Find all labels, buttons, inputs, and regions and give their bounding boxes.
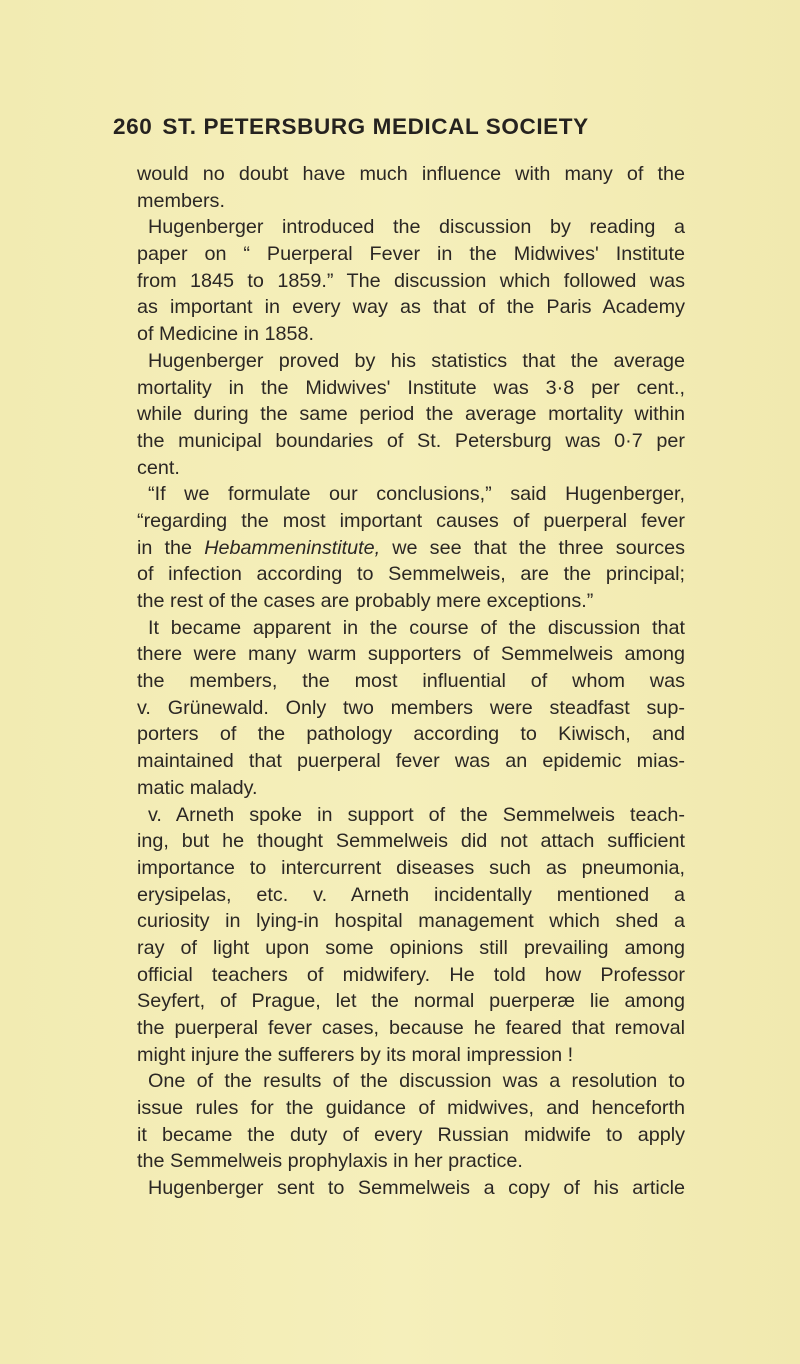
text-line: One of the results of the discussion was a resolution to	[148, 1070, 685, 1093]
text-line: importance to intercurrent diseases such as pneumonia,	[137, 856, 685, 879]
text-line: issue rules for the guidance of midwives, and henceforth	[137, 1097, 685, 1120]
text-line: “If we formulate our conclusions,” said Hugenberger,	[148, 483, 685, 506]
text-line: would no doubt have much influence with many of the	[137, 163, 685, 185]
text-run: in the	[137, 536, 205, 559]
text-line: matic malady.	[137, 776, 258, 799]
text-line: v. Grünewald. Only two members were steadfast sup-	[137, 696, 685, 719]
text-line: v. Arneth spoke in support of the Semmelweis teach-	[148, 803, 685, 826]
text-line: Hugenberger sent to Semmelweis a copy of his article	[148, 1177, 685, 1200]
text-line: it became the duty of every Russian midwife to apply	[137, 1123, 685, 1146]
page-number: 260	[113, 114, 153, 139]
text-line: from 1845 to 1859.” The discussion which followed was	[137, 269, 685, 292]
running-head	[113, 114, 589, 140]
text-line: while during the same period the average mortality within	[137, 403, 685, 426]
text-line: It became apparent in the course of the discussion that	[148, 616, 685, 639]
text-line: porters of the pathology according to Kiwisch, and	[137, 723, 685, 746]
text-line: of infection according to Semmelweis, are the principal;	[137, 563, 685, 586]
text-line: cent.	[137, 456, 180, 479]
text-line: of Medicine in 1858.	[137, 323, 315, 346]
text-line: erysipelas, etc. v. Arneth incidentally mentioned a	[137, 883, 685, 906]
text-line: the puerperal fever cases, because he feared that removal	[137, 1017, 685, 1039]
text-line: ing, but he thought Semmelweis did not attach sufficient	[137, 830, 685, 853]
text-line: official teachers of midwifery. He told how Professor	[137, 963, 685, 986]
text-line: maintained that puerperal fever was an epidemic mias-	[137, 750, 685, 773]
text-run: we see that the three sources	[380, 536, 685, 559]
text-line: might injure the sufferers by its moral impression !	[137, 1043, 574, 1066]
text-line: the members, the most influential of whom was	[137, 670, 685, 693]
text-line: members.	[137, 189, 225, 212]
text-line: ray of light upon some opinions still prevailing among	[137, 936, 685, 959]
italic-term: Hebammeninstitute,	[204, 536, 381, 559]
text-line: “regarding the most important causes of puerperal fever	[137, 509, 685, 532]
text-line: Hugenberger introduced the discussion by reading a	[148, 216, 685, 239]
text-line: as important in every way as that of the Paris Academy	[137, 296, 685, 319]
text-line: curiosity in lying-in hospital management which shed a	[137, 910, 685, 933]
text-line: mortality in the Midwives' Institute was 3·8 per cent.,	[137, 376, 685, 399]
text-line: the rest of the cases are probably mere exceptions.”	[137, 590, 594, 612]
text-line: paper on “ Puerperal Fever in the Midwives' Institute	[137, 243, 685, 266]
body-text	[137, 161, 685, 1202]
text-line: the Semmelweis prophylaxis in her practice.	[137, 1150, 523, 1173]
text-line	[137, 535, 685, 562]
text-line: there were many warm supporters of Semmelweis among	[137, 643, 685, 666]
text-line: Seyfert, of Prague, let the normal puerperæ lie among	[137, 990, 685, 1013]
text-line: Hugenberger proved by his statistics that the average	[148, 349, 685, 372]
text-line: the municipal boundaries of St. Petersburg was 0·7 per	[137, 429, 685, 452]
running-title: ST. PETERSBURG MEDICAL SOCIETY	[162, 114, 589, 139]
